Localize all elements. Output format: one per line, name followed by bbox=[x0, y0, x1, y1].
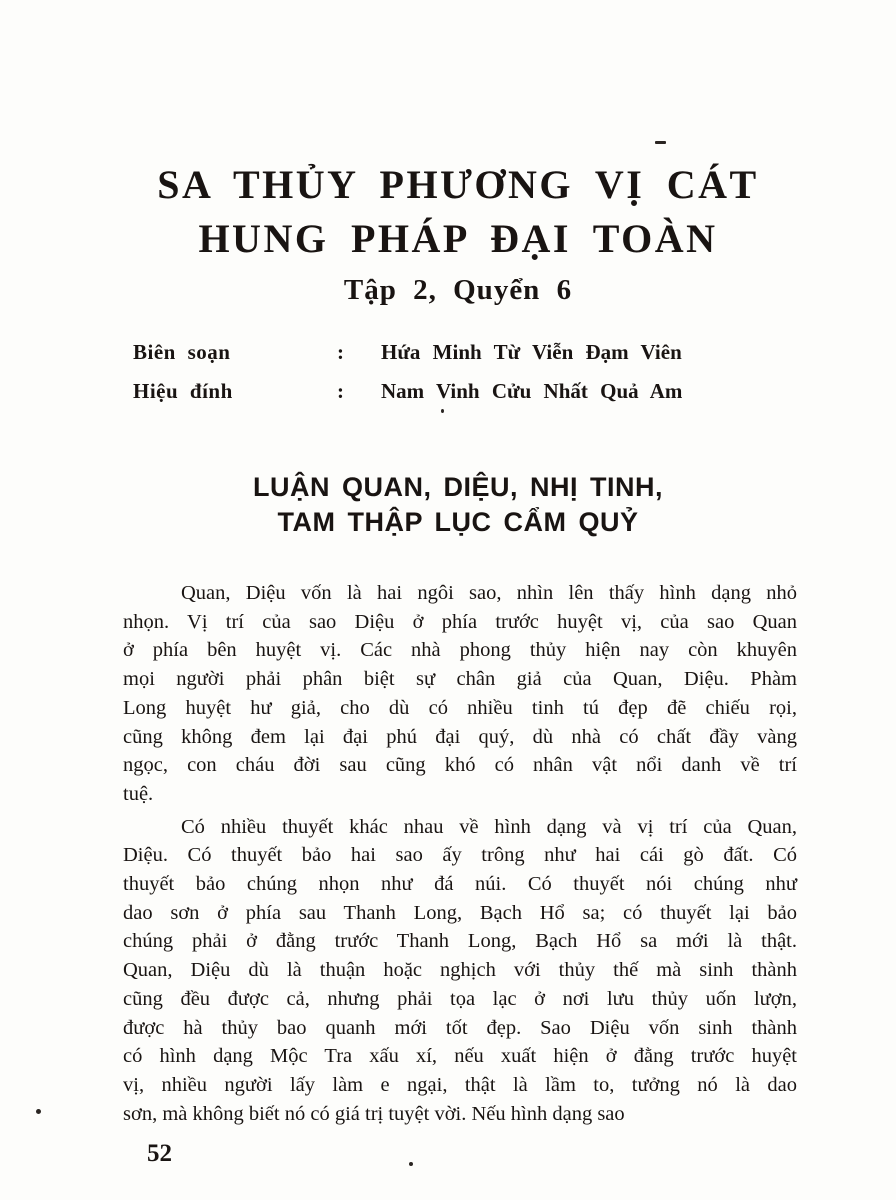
book-title-line-1: SA THỦY PHƯƠNG VỊ CÁT bbox=[157, 162, 759, 207]
credit-row-editor bbox=[133, 379, 693, 418]
text-line: vị, nhiều người lấy làm e ngại, thật là lầm to, tưởng nó là dao bbox=[123, 1073, 797, 1096]
credit-row-compiler bbox=[133, 340, 693, 379]
text-line: mọi người phải phân biệt sự chân giả của Quan, Diệu. Phàm bbox=[123, 668, 797, 691]
book-title bbox=[40, 158, 876, 307]
text-line: được hà thủy bao quanh mới tốt đẹp. Sao Diệu vốn sinh thành bbox=[123, 1016, 797, 1039]
volume-label: Tập 2, Quyển 6 bbox=[343, 274, 573, 306]
credit-label: Hiệu đính bbox=[133, 379, 233, 403]
text-line: tuệ. bbox=[123, 782, 154, 805]
text-line: sơn, mà không biết nó có giá trị tuyệt vời. Nếu hình dạng sao bbox=[123, 1102, 625, 1125]
text-line: Quan, Diệu dù là thuận hoặc nghịch với thủy thế mà sinh thành bbox=[123, 959, 797, 982]
page-number: 52 bbox=[147, 1140, 172, 1167]
scan-speck-left-margin bbox=[36, 1109, 41, 1114]
section-heading-line-1: LUẬN QUAN, DIỆU, NHỊ TINH, bbox=[253, 472, 663, 502]
paragraph-2 bbox=[123, 813, 797, 1129]
text-line: nhọn. Vị trí của sao Diệu ở phía trước huyệt vị, của sao Quan bbox=[123, 610, 797, 633]
section-heading bbox=[40, 470, 876, 540]
section-heading-line-2: TAM THẬP LỤC CẨM QUỶ bbox=[277, 507, 639, 537]
text-line: cũng đều được cả, nhưng phải tọa lạc ở nơi lưu thủy uốn lượn, bbox=[123, 987, 797, 1010]
text-line: Quan, Diệu vốn là hai ngôi sao, nhìn lên thấy hình dạng nhỏ bbox=[181, 582, 797, 604]
text-line: có hình dạng Mộc Tra xấu xí, nếu xuất hiện ở đằng trước huyệt bbox=[123, 1045, 797, 1068]
book-title-line-2: HUNG PHÁP ĐẠI TOÀN bbox=[198, 216, 718, 261]
credit-label: Biên soạn bbox=[133, 340, 231, 364]
paragraph-1 bbox=[123, 579, 797, 809]
credit-value: Hứa Minh Từ Viễn Đạm Viên bbox=[381, 340, 682, 364]
text-line: ngọc, con cháu đời sau cũng khó có nhân vật nổi danh về trí bbox=[123, 754, 797, 777]
text-line: Có nhiều thuyết khác nhau về hình dạng và vị trí của Quan, bbox=[181, 815, 797, 838]
scan-speck-bottom bbox=[409, 1162, 413, 1166]
text-line: ở phía bên huyệt vị. Các nhà phong thủy hiện nay còn khuyên bbox=[123, 639, 797, 662]
text-line: chúng phải ở đằng trước Thanh Long, Bạch Hổ sa mới là thật. bbox=[123, 930, 797, 953]
credit-separator: : bbox=[337, 379, 344, 403]
text-line: Long huyệt hư giả, cho dù có nhiều tinh tú đẹp đẽ chiếu rọi, bbox=[123, 696, 797, 719]
text-line: Diệu. Có thuyết bảo hai sao ấy trông như hai cái gò đất. Có bbox=[123, 844, 797, 867]
text-line: cũng không đem lại đại phú đại quý, dù nhà có chất đầy vàng bbox=[123, 725, 797, 748]
scan-speck-dash bbox=[655, 141, 666, 144]
credits-block bbox=[133, 340, 693, 418]
body-text bbox=[123, 579, 797, 1128]
text-line: thuyết bảo chúng nhọn như đá núi. Có thuyết nói chúng như bbox=[123, 873, 797, 896]
credit-separator: : bbox=[337, 340, 344, 364]
credit-value: Nam Vinh Cửu Nhất Quả Am bbox=[381, 379, 683, 403]
text-line: dao sơn ở phía sau Thanh Long, Bạch Hổ sa; có thuyết lại bảo bbox=[123, 901, 797, 924]
